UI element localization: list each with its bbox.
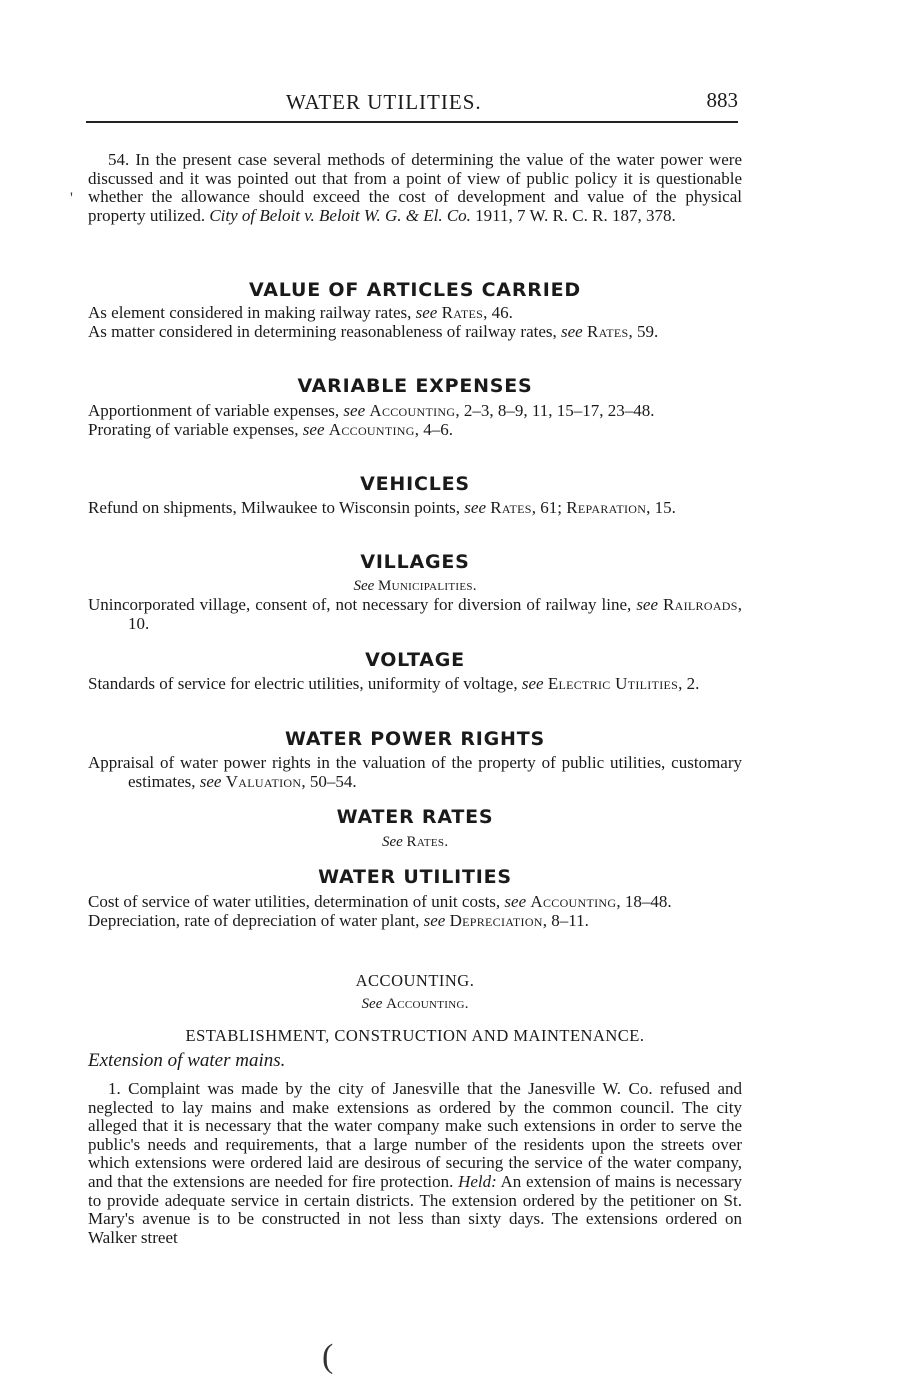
heading-water-power-rights: WATER POWER RIGHTS xyxy=(284,728,546,750)
reference-number: , 50–54. xyxy=(301,771,357,791)
water-rates-see-also xyxy=(88,834,742,851)
cross-reference: Accounting xyxy=(530,892,617,911)
index-entry xyxy=(88,596,742,633)
punctuation: . xyxy=(464,996,469,1012)
paragraph-54-citation: City of Beloit v. Beloit W. G. & El. Co. xyxy=(209,205,471,225)
reference-number: , 2–3, 8–9, 11, 15–17, 23–48. xyxy=(455,401,655,420)
reference-number: , 59. xyxy=(628,321,659,341)
reference-number: , 46. xyxy=(483,303,513,322)
paragraph-1-text: 1. Complaint was made by the city of Janesville that the Janesville W. Co. refused and neglected to lay mains and make extensions as ordered by the common council. The city alleged that it is necessary that the water company make such extensions in order to serve the public's needs and requirements, that a large number of the residents upon the streets over which extensions were ordered laid are desirous of securing the service of the water company, and that the extensions are needed for fire protection. xyxy=(88,1079,742,1191)
entry-text: Refund on shipments, Milwaukee to Wisconsin points, xyxy=(88,498,461,517)
section-vehicles xyxy=(88,499,742,518)
subheading-accounting: ACCOUNTING. xyxy=(355,971,475,990)
see-label: see xyxy=(504,892,527,911)
heading-variable-expenses: VARIABLE EXPENSES xyxy=(297,375,533,397)
index-entry xyxy=(88,402,742,421)
running-head xyxy=(86,88,738,118)
entry-text: Prorating of variable expenses, xyxy=(88,419,299,439)
section-variable-expenses xyxy=(88,402,742,439)
cross-reference: Valuation xyxy=(225,771,302,791)
index-entry xyxy=(88,754,742,791)
cross-reference: Railroads xyxy=(663,595,738,614)
cross-reference: Reparation xyxy=(566,498,647,517)
reference-number: , 61; xyxy=(531,498,563,517)
cross-reference: Accounting xyxy=(328,419,415,439)
see-label: see xyxy=(199,771,222,791)
index-entry xyxy=(88,421,742,440)
reference-number: , 18–48. xyxy=(616,892,672,911)
index-entry xyxy=(88,893,742,912)
section-voltage xyxy=(88,675,742,694)
section-value-of-articles xyxy=(88,304,742,341)
reference-number: , 4–6. xyxy=(414,419,453,439)
stray-mark: ( xyxy=(322,1338,334,1375)
see-label: see xyxy=(415,303,438,322)
cross-reference: Rates xyxy=(490,498,532,517)
entry-text: Appraisal of water power rights in the valuation of the property of public utilities, customary estimates, xyxy=(88,753,742,791)
section-villages xyxy=(88,596,742,633)
see-label: See xyxy=(361,996,383,1012)
subheading-establishment: ESTABLISHMENT, CONSTRUCTION AND MAINTENANCE. xyxy=(185,1026,645,1045)
topic-title: Extension of water mains. xyxy=(88,1050,286,1071)
punctuation: . xyxy=(472,578,477,594)
entry-text: Depreciation, rate of depreciation of water plant, xyxy=(88,910,420,930)
held-label: Held: xyxy=(458,1171,497,1191)
see-label: see xyxy=(561,321,583,341)
running-title: WATER UTILITIES. xyxy=(286,90,482,114)
see-label: see xyxy=(423,910,446,930)
margin-mark: ' xyxy=(70,190,73,207)
cross-reference: Accounting xyxy=(369,401,456,420)
paragraph-54 xyxy=(88,151,742,225)
entry-text: As element considered in making railway rates, xyxy=(88,303,412,322)
see-label: see xyxy=(302,419,325,439)
see-label: see xyxy=(343,401,366,420)
index-entry xyxy=(88,499,742,518)
see-label: See xyxy=(353,578,375,594)
header-rule xyxy=(86,121,738,123)
see-label: See xyxy=(381,834,403,850)
entry-text: Standards of service for electric utilities, uniformity of voltage, xyxy=(88,674,518,693)
cross-reference: Municipalities xyxy=(378,578,473,594)
reference-number: , 2. xyxy=(678,674,700,693)
heading-villages: VILLAGES xyxy=(360,551,470,573)
index-entry xyxy=(88,912,742,931)
entry-text: Apportionment of variable expenses, xyxy=(88,401,340,420)
entry-text: Unincorporated village, consent of, not necessary for diversion of railway line, xyxy=(88,595,632,614)
heading-value-of-articles: VALUE OF ARTICLES CARRIED xyxy=(249,279,581,301)
topic-extension-of-water-mains xyxy=(88,1052,742,1071)
see-label: see xyxy=(464,498,487,517)
cross-reference: Depreciation xyxy=(449,910,543,930)
heading-vehicles: VEHICLES xyxy=(360,473,470,495)
heading-water-utilities: WATER UTILITIES xyxy=(318,866,512,888)
paragraph-54-text: 54. In the present case several methods of determining the value of the water power were discussed and it was pointed out that from a point of view of public policy it is questionable whether the allowance should exceed the cost of development and value of the physical property utilized. xyxy=(88,150,742,225)
entry-text: Cost of service of water utilities, determination of unit costs, xyxy=(88,892,501,911)
cross-reference: Accounting xyxy=(386,996,465,1012)
index-entry xyxy=(88,323,742,342)
see-label: see xyxy=(521,674,544,693)
accounting-see-also xyxy=(88,996,742,1013)
section-water-power-rights xyxy=(88,754,742,791)
heading-voltage: VOLTAGE xyxy=(365,649,465,671)
cross-reference: Rates xyxy=(586,321,629,341)
reference-number: , 10. xyxy=(128,595,742,633)
reference-number: , 8–11. xyxy=(542,910,589,930)
cross-reference: Electric Utilities xyxy=(547,674,679,693)
reference-number: , 15. xyxy=(646,498,676,517)
paragraph-1-holding: An extension of mains is necessary to provide adequate service in certain districts. The extension ordered by the petitioner on St. Mary's avenue is to be constructed in not less than sixty days. The extensions ordered on Walker street xyxy=(88,1171,742,1247)
punctuation: . xyxy=(444,834,449,850)
entry-text: As matter considered in determining reasonableness of railway rates, xyxy=(88,321,557,341)
page-number: 883 xyxy=(706,88,738,112)
paragraph-1 xyxy=(88,1080,742,1247)
see-label: see xyxy=(636,595,659,614)
index-entry xyxy=(88,304,742,323)
index-entry xyxy=(88,675,742,694)
cross-reference: Rates xyxy=(406,834,445,850)
paragraph-54-reporter: 1911, 7 W. R. C. R. 187, 378. xyxy=(475,205,676,225)
heading-water-rates: WATER RATES xyxy=(336,806,494,828)
villages-see-also xyxy=(88,578,742,595)
section-water-utilities xyxy=(88,893,742,930)
cross-reference: Rates xyxy=(441,303,484,322)
